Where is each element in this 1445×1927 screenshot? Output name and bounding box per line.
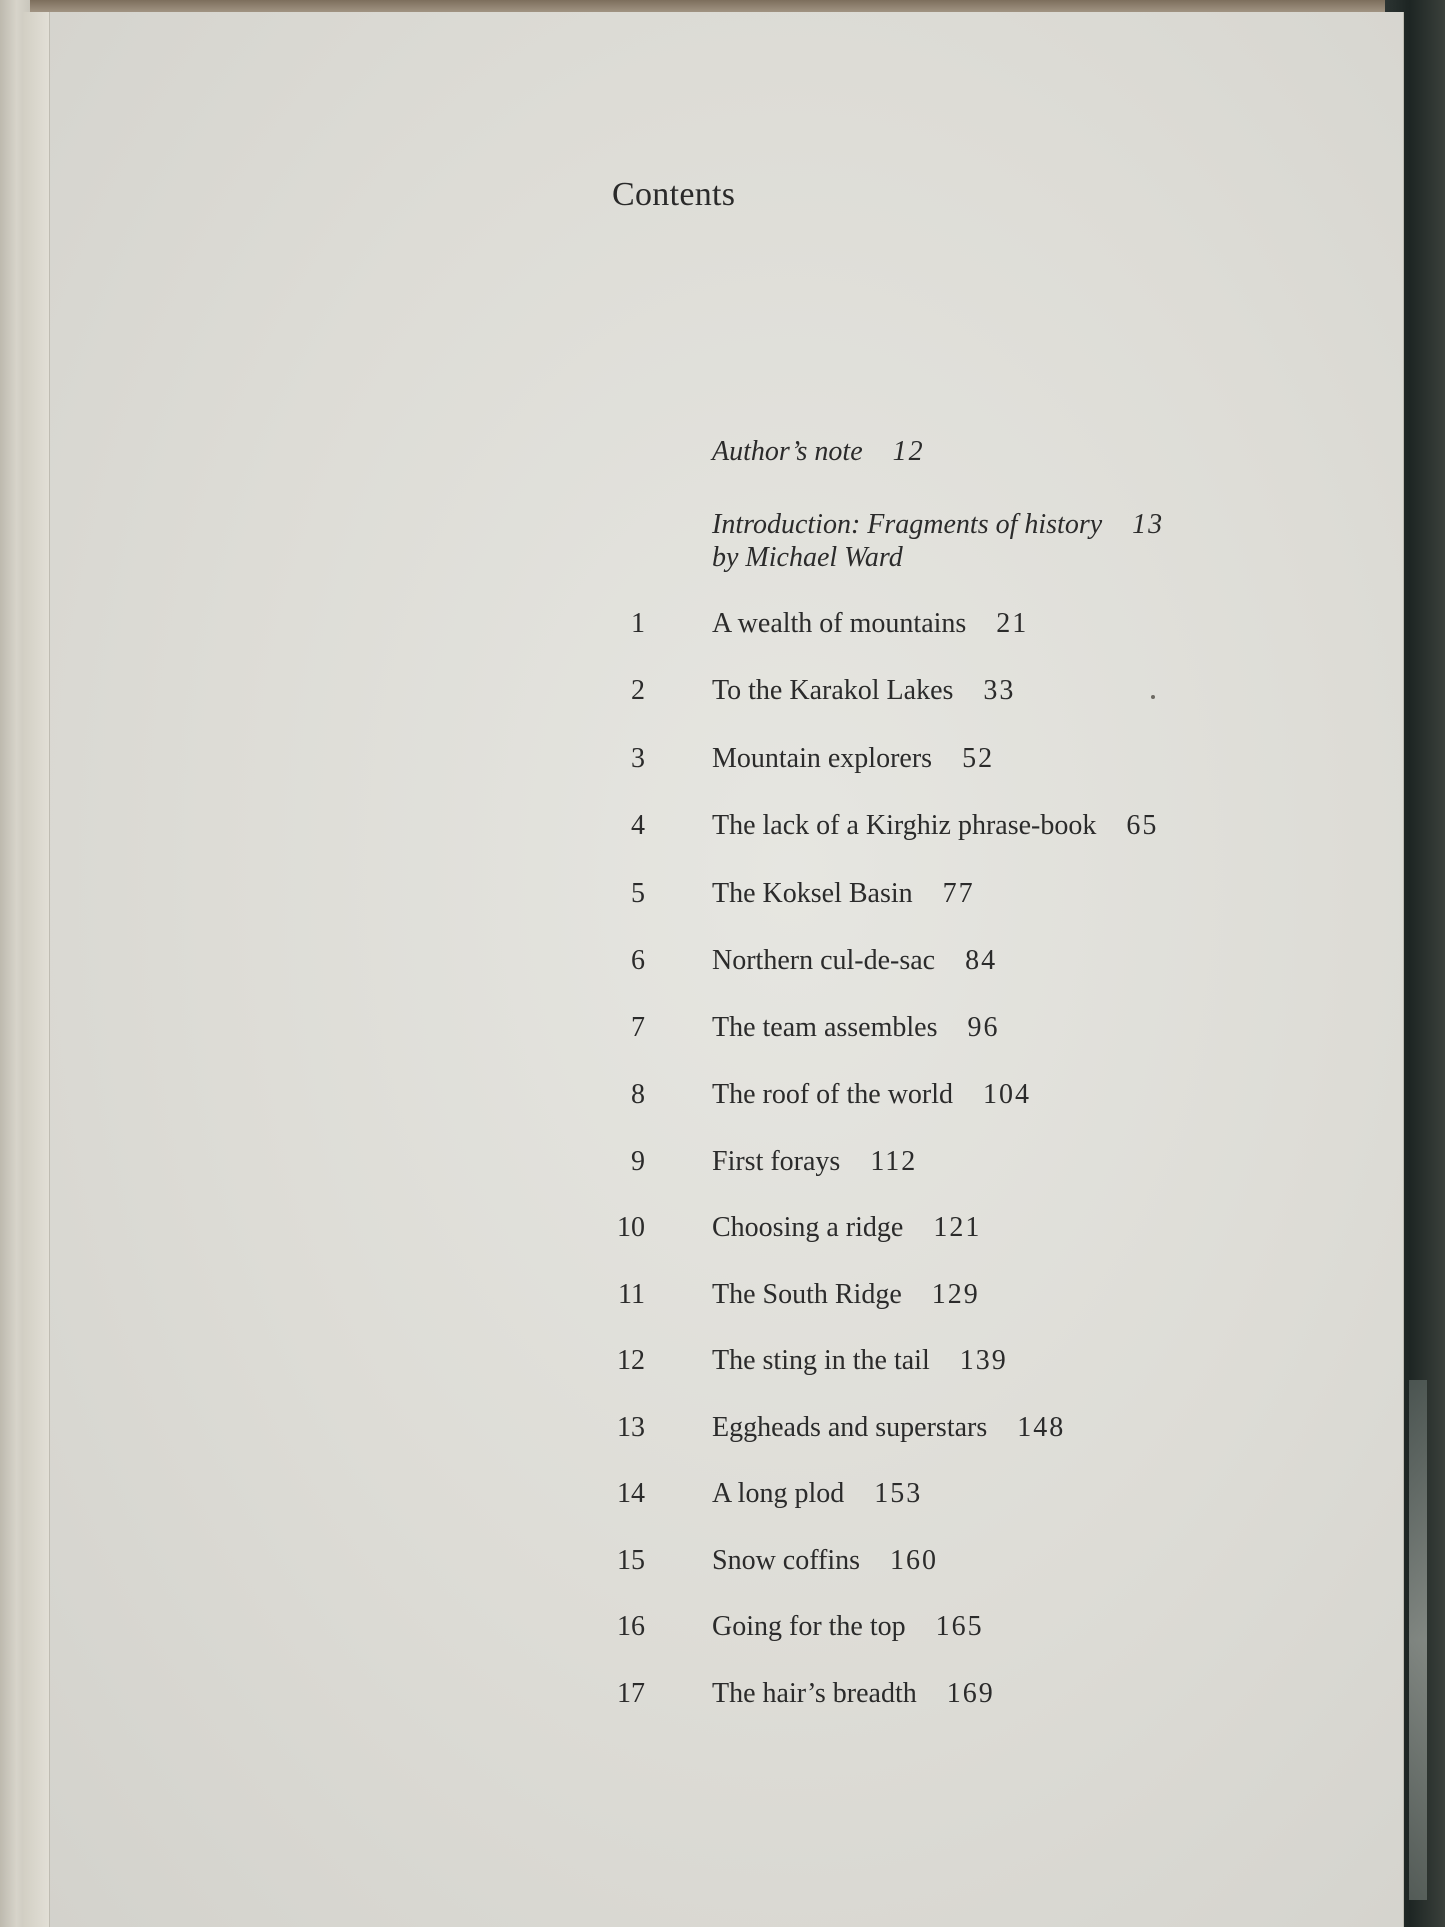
chapter-number: 9	[631, 1146, 645, 1177]
toc-entry	[712, 1611, 984, 1643]
entry-title: To the Karakol Lakes	[712, 675, 954, 706]
chapter-number: 6	[631, 945, 645, 976]
entry-page: 96	[967, 1012, 1000, 1043]
chapter-number: 7	[631, 1012, 645, 1043]
entry-title: Eggheads and superstars	[712, 1412, 988, 1443]
toc-entry	[712, 810, 1158, 842]
chapter-number: 8	[631, 1079, 645, 1110]
entry-page: 77	[942, 878, 975, 909]
chapter-number: 10	[617, 1212, 645, 1243]
chapter-number: 17	[617, 1678, 645, 1709]
entry-page: 12	[892, 436, 925, 467]
entry-page: 104	[983, 1079, 1032, 1110]
toc-entry	[712, 743, 994, 775]
chapter-number: 12	[617, 1345, 645, 1376]
entry-page: 148	[1017, 1412, 1066, 1443]
entry-title: The Koksel Basin	[712, 878, 913, 909]
entry-page: 139	[959, 1345, 1008, 1376]
entry-page: 33	[983, 675, 1016, 706]
entry-page: 65	[1126, 810, 1159, 841]
chapter-number: 1	[631, 608, 645, 639]
paper-speck	[1151, 695, 1155, 699]
page-title: Contents	[612, 176, 736, 213]
entry-page: 13	[1132, 509, 1165, 540]
toc-entry	[712, 1678, 995, 1710]
toc-entry	[712, 1212, 981, 1244]
chapter-number: 3	[631, 743, 645, 774]
entry-title: Going for the top	[712, 1611, 906, 1642]
toc-entry	[712, 945, 997, 977]
toc-entry	[712, 608, 1028, 640]
toc-entry-introduction-byline: by Michael Ward	[712, 542, 903, 573]
chapter-number: 11	[618, 1279, 645, 1310]
toc-entry	[712, 878, 975, 910]
toc-entry	[712, 1345, 1008, 1377]
entry-page: 129	[931, 1279, 980, 1310]
entry-page: 153	[874, 1478, 923, 1509]
toc-entry	[712, 1012, 999, 1044]
chapter-number: 4	[631, 810, 645, 841]
toc-entry-introduction	[712, 509, 1164, 541]
page-gutter	[23, 12, 50, 1927]
entry-title: A long plod	[712, 1478, 845, 1509]
entry-page: 160	[890, 1545, 939, 1576]
entry-title: Snow coffins	[712, 1545, 861, 1576]
toc-entry	[712, 1478, 922, 1510]
entry-title: A wealth of mountains	[712, 608, 967, 639]
chapter-number: 14	[617, 1478, 645, 1509]
entry-title: The roof of the world	[712, 1079, 954, 1110]
toc-entry-authors-note	[712, 436, 925, 468]
entry-title: First forays	[712, 1146, 841, 1177]
toc-entry	[712, 1279, 980, 1311]
cover-highlight	[1409, 1380, 1427, 1900]
entry-title: The South Ridge	[712, 1279, 902, 1310]
entry-page: 52	[962, 743, 995, 774]
entry-page: 21	[996, 608, 1029, 639]
entry-page: 169	[946, 1678, 995, 1709]
entry-title: Northern cul-de-sac	[712, 945, 936, 976]
entry-title: Choosing a ridge	[712, 1212, 904, 1243]
chapter-number: 16	[617, 1611, 645, 1642]
chapter-number: 2	[631, 675, 645, 706]
contents-page	[40, 12, 1404, 1927]
toc-entry	[712, 1545, 938, 1577]
chapter-number: 13	[617, 1412, 645, 1443]
entry-title: Introduction: Fragments of history	[712, 509, 1103, 540]
entry-title: Author’s note	[712, 436, 863, 467]
entry-page: 121	[933, 1212, 982, 1243]
toc-entry	[712, 1146, 917, 1178]
entry-title: The lack of a Kirghiz phrase-book	[712, 810, 1097, 841]
toc-entry	[712, 1412, 1065, 1444]
entry-title: The team assembles	[712, 1012, 938, 1043]
chapter-number: 5	[631, 878, 645, 909]
entry-page: 112	[870, 1146, 918, 1177]
entry-title: Mountain explorers	[712, 743, 933, 774]
toc-entry	[712, 675, 1015, 707]
chapter-number: 15	[617, 1545, 645, 1576]
entry-page: 84	[965, 945, 998, 976]
toc-entry	[712, 1079, 1031, 1111]
entry-title: The sting in the tail	[712, 1345, 930, 1376]
entry-title: The hair’s breadth	[712, 1678, 917, 1709]
entry-page: 165	[935, 1611, 984, 1642]
